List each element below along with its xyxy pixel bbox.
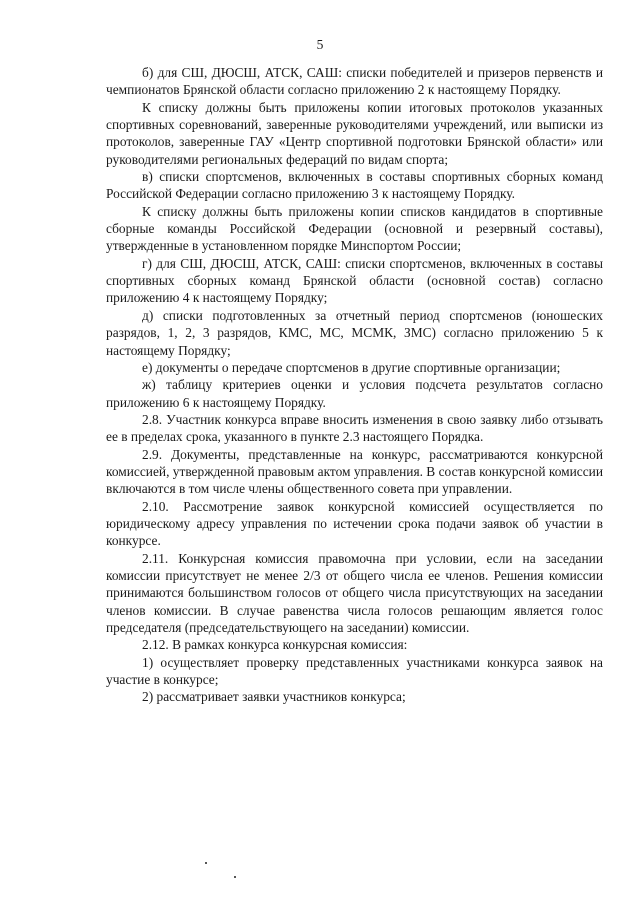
paragraph-g-regional-teams: г) для СШ, ДЮСШ, АТСК, САШ: списки спортсменов, включенных в составы спортивных сборных команд Брянской области (основной состав) согласно приложению 4 к настоящему Порядку; — [106, 255, 603, 306]
scan-speck — [234, 876, 236, 878]
paragraph-2-12-item-1: 1) осуществляет проверку представленных участниками конкурса заявок на участие в конкурсе; — [106, 654, 603, 688]
paragraph-2-12: 2.12. В рамках конкурса конкурсная комиссия: — [142, 637, 408, 653]
page-number: 5 — [316, 37, 324, 52]
paragraph-candidates-lists: К списку должны быть приложены копии списков кандидатов в спортивные сборные команды Российской Федерации (основной и резервный составы), утвержденные в установленном порядке Минспортом России; — [106, 203, 603, 254]
paragraph-2-8: 2.8. Участник конкурса вправе вносить изменения в свою заявку либо отзывать ее в пределах срока, указанного в пункте 2.3 настоящего Порядка. — [106, 411, 603, 445]
paragraph-2-11: 2.11. Конкурсная комиссия правомочна при условии, если на заседании комиссии присутствует не менее 2/3 от общего числа ее членов. Решения комиссии принимаются большинством голосов от общего числа присутствующих на заседании членов комиссии. В случае равенства числа голосов решающим является голос председателя (председательствующего на заседании) комиссии. — [106, 550, 603, 635]
paragraph-d-prepared-athletes: д) списки подготовленных за отчетный период спортсменов (юношеских разрядов, 1, 2, 3 разрядов, КМС, МС, МСМК, ЗМС) согласно приложению 5 к настоящему Порядку; — [106, 307, 603, 358]
paragraph-2-10: 2.10. Рассмотрение заявок конкурсной комиссией осуществляется по юридическому адресу управления по истечении срока подачи заявок об участии в конкурсе. — [106, 498, 603, 549]
paragraph-v-national-teams: в) списки спортсменов, включенных в составы спортивных сборных команд Российской Федерации согласно приложению 3 к настоящему Порядку. — [106, 169, 603, 202]
paragraph-protocols-copies: К списку должны быть приложены копии итоговых протоколов указанных спортивных соревнований, заверенные руководителями учреждений, или выписки из протоколов, заверенные ГАУ «Центр спортивной подготовки Брянской области» или руководителями региональных федераций по видам спорта; — [106, 99, 603, 167]
paragraph-zh-criteria-table: ж) таблицу критериев оценки и условия подсчета результатов согласно приложению 6 к настоящему Порядку. — [106, 377, 603, 410]
paragraph-e-transfer-documents: е) документы о передаче спортсменов в другие спортивные организации; — [142, 359, 561, 375]
scan-speck — [205, 862, 207, 864]
document-body — [106, 64, 603, 706]
paragraph-b-lists-winners: б) для СШ, ДЮСШ, АТСК, САШ: списки победителей и призеров первенств и чемпионатов Брянской области согласно приложению 2 к настоящему Порядку. — [106, 65, 603, 98]
paragraph-2-12-item-2: 2) рассматривает заявки участников конкурса; — [142, 689, 406, 705]
paragraph-2-9: 2.9. Документы, представленные на конкурс, рассматриваются конкурсной комиссией, утвержденной правовым актом управления. В состав конкурсной комиссии включаются в том числе члены общественного совета при управлении. — [106, 446, 603, 497]
